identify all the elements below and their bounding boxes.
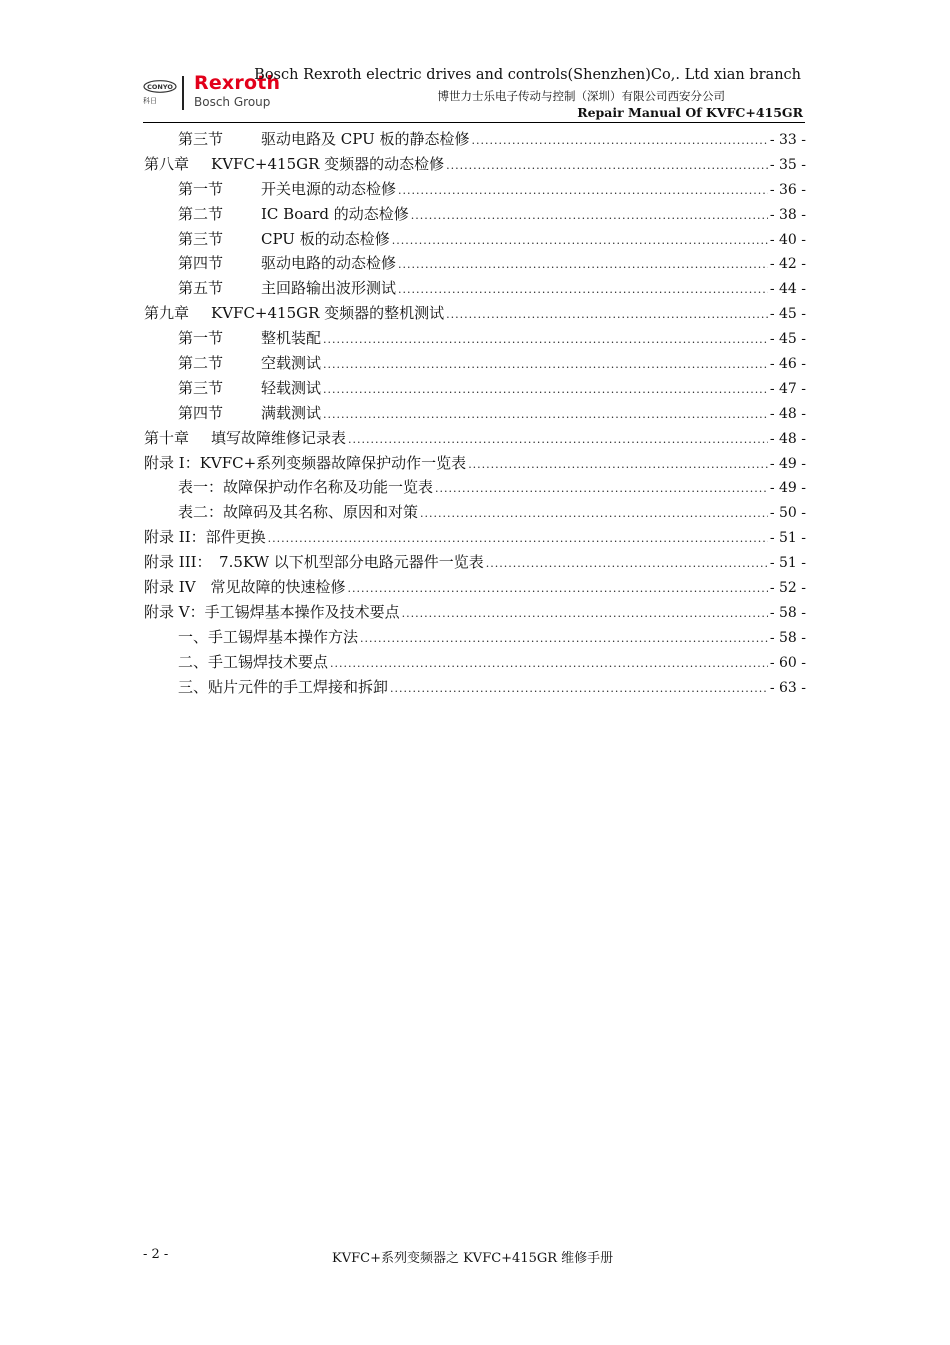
toc-entry[interactable] (144, 178, 806, 203)
toc-entry-title: KVFC+415GR 变频器的动态检修 (211, 154, 445, 173)
toc-entry-title: IC Board 的动态检修 (261, 204, 409, 223)
toc-entry-page: - 42 - (769, 256, 806, 273)
toc-entry-page: - 51 - (769, 530, 806, 547)
toc-entry-page: - 35 - (769, 156, 806, 173)
toc-entry[interactable] (144, 302, 806, 327)
toc-entry-title: 附录 I：KVFC+系列变频器故障保护动作一览表 (144, 453, 467, 472)
toc-entry[interactable] (144, 377, 806, 402)
toc-entry-page: - 48 - (769, 430, 806, 447)
toc-entry[interactable] (144, 626, 806, 651)
toc-entry[interactable] (144, 153, 806, 178)
toc-entry-title: KVFC+415GR 变频器的整机测试 (211, 304, 445, 323)
toc-entry[interactable] (144, 327, 806, 352)
toc-entry-title: 一、手工锡焊基本操作方法 (178, 627, 359, 646)
toc-entry-page: - 33 - (769, 132, 806, 148)
toc-entry[interactable] (144, 476, 806, 501)
toc-entry[interactable] (144, 352, 806, 377)
toc-entry-page: - 46 - (769, 356, 806, 373)
toc-entry-number: 第一节 (178, 329, 224, 348)
toc-entry-page: - 50 - (769, 505, 806, 522)
toc-entry-page: - 63 - (769, 679, 806, 696)
toc-entry-page: - 38 - (769, 206, 806, 223)
company-name-en: Bosch Rexroth electric drives and controls(Shenzhen)Co,. Ltd xian branch (254, 67, 801, 83)
toc-entry[interactable] (144, 576, 806, 601)
toc-dot-leader (330, 657, 768, 670)
toc-entry-number: 第三节 (178, 229, 224, 248)
toc-entry-title: 整机装配 (261, 329, 322, 348)
toc-dot-leader (398, 184, 768, 197)
toc-entry-title: 附录 II：部件更换 (144, 528, 266, 547)
toc-dot-leader (468, 458, 768, 471)
toc-entry-number: 第十章 (144, 428, 190, 447)
toc-entry[interactable] (144, 601, 806, 626)
toc-entry[interactable] (144, 228, 806, 253)
toc-entry[interactable] (144, 651, 806, 676)
toc-entry-title: 附录 IV 常见故障的快速检修 (144, 578, 346, 597)
toc-entry-page: - 58 - (769, 604, 806, 621)
toc-entry[interactable] (144, 676, 806, 701)
toc-entry-title: 表一：故障保护动作名称及功能一览表 (178, 478, 434, 497)
toc-dot-leader (268, 532, 768, 545)
toc-entry-title: 三、贴片元件的手工焊接和拆卸 (178, 677, 389, 696)
toc-entry-page: - 58 - (769, 629, 806, 646)
footer-title: KVFC+系列变频器之 KVFC+415GR 维修手册 (332, 1251, 614, 1266)
conyo-logo-icon (143, 80, 177, 93)
toc-entry-page: - 51 - (769, 555, 806, 572)
toc-entry[interactable] (144, 452, 806, 477)
toc-dot-leader (392, 234, 768, 247)
toc-entry-number: 第二节 (178, 354, 224, 373)
toc-dot-leader (486, 557, 768, 570)
toc-entry-page: - 45 - (769, 306, 806, 323)
rexroth-logo: Rexroth (194, 72, 281, 94)
header-divider (143, 122, 805, 123)
toc-dot-leader (446, 159, 768, 172)
toc-entry-page: - 52 - (769, 580, 806, 597)
toc-entry[interactable] (144, 128, 806, 153)
conyo-logo-text: CONYO (147, 83, 173, 91)
toc-dot-leader (435, 482, 768, 495)
toc-entry-number: 第八章 (144, 154, 190, 173)
toc-entry[interactable] (144, 277, 806, 302)
toc-entry-title: 表二：故障码及其名称、原因和对策 (178, 503, 419, 522)
bosch-group-label: Bosch Group (194, 95, 271, 109)
conyo-logo-subtext: 科日 (143, 97, 157, 105)
toc-entry[interactable] (144, 427, 806, 452)
toc-entry-title: 填写故障维修记录表 (211, 428, 347, 447)
logo-separator (182, 76, 184, 110)
page-number: - 2 - (143, 1247, 169, 1262)
toc-dot-leader (360, 632, 768, 645)
toc-entry-number: 第四节 (178, 403, 224, 422)
toc-entry-title: 空载测试 (261, 354, 322, 373)
toc-entry-page: - 44 - (769, 281, 806, 298)
toc-dot-leader (398, 258, 768, 271)
toc-entry-page: - 48 - (769, 405, 806, 422)
toc-entry-title: 开关电源的动态检修 (261, 179, 397, 198)
toc-entry-page: - 40 - (769, 231, 806, 248)
toc-entry[interactable] (144, 551, 806, 576)
toc-entry-title: 满载测试 (261, 403, 322, 422)
toc-entry-number: 第三节 (178, 130, 224, 148)
toc-entry[interactable] (144, 203, 806, 228)
toc-dot-leader (411, 209, 768, 222)
toc-dot-leader (390, 682, 768, 695)
toc-dot-leader (420, 507, 768, 520)
toc-entry-title: CPU 板的动态检修 (261, 229, 390, 248)
toc-entry-number: 第一节 (178, 179, 224, 198)
toc-dot-leader (323, 408, 768, 421)
toc-entry-page: - 60 - (769, 654, 806, 671)
toc-dot-leader (446, 308, 768, 321)
toc-entry-page: - 49 - (769, 480, 806, 497)
toc-dot-leader (323, 383, 768, 396)
toc-entry-title: 主回路输出波形测试 (261, 279, 397, 298)
toc-entry-title: 轻载测试 (261, 378, 322, 397)
toc-dot-leader (323, 358, 768, 371)
toc-entry-number: 第二节 (178, 204, 224, 223)
toc-dot-leader (348, 582, 768, 595)
toc-entry[interactable] (144, 501, 806, 526)
toc-entry[interactable] (144, 526, 806, 551)
toc-entry-number: 第五节 (178, 279, 224, 298)
toc-entry-title: 二、手工锡焊技术要点 (178, 652, 329, 671)
page-header (143, 64, 805, 122)
toc-entry[interactable] (144, 252, 806, 277)
toc-dot-leader (398, 283, 768, 296)
toc-entry-title: 附录 III： 7.5KW 以下机型部分电路元器件一览表 (144, 553, 484, 572)
toc-entry-title: 驱动电路及 CPU 板的静态检修 (261, 130, 470, 148)
toc-dot-leader (472, 134, 768, 147)
toc-entry-number: 第九章 (144, 304, 190, 323)
toc-entry[interactable] (144, 402, 806, 427)
toc-entry-page: - 36 - (769, 181, 806, 198)
toc-entry-page: - 47 - (769, 380, 806, 397)
toc-dot-leader (402, 607, 768, 620)
toc-entry-number: 第四节 (178, 254, 224, 273)
toc-entry-number: 第三节 (178, 378, 224, 397)
toc-entry-page: - 49 - (769, 455, 806, 472)
company-name-cn: 博世力士乐电子传动与控制（深圳）有限公司西安分公司 (437, 89, 725, 103)
toc-entry-page: - 45 - (769, 331, 806, 348)
table-of-contents (144, 128, 806, 700)
toc-dot-leader (323, 333, 768, 346)
manual-title: Repair Manual Of KVFC+415GR (577, 105, 803, 120)
toc-entry-title: 附录 V：手工锡焊基本操作及技术要点 (144, 602, 400, 621)
toc-dot-leader (348, 433, 768, 446)
toc-entry-title: 驱动电路的动态检修 (261, 254, 397, 273)
